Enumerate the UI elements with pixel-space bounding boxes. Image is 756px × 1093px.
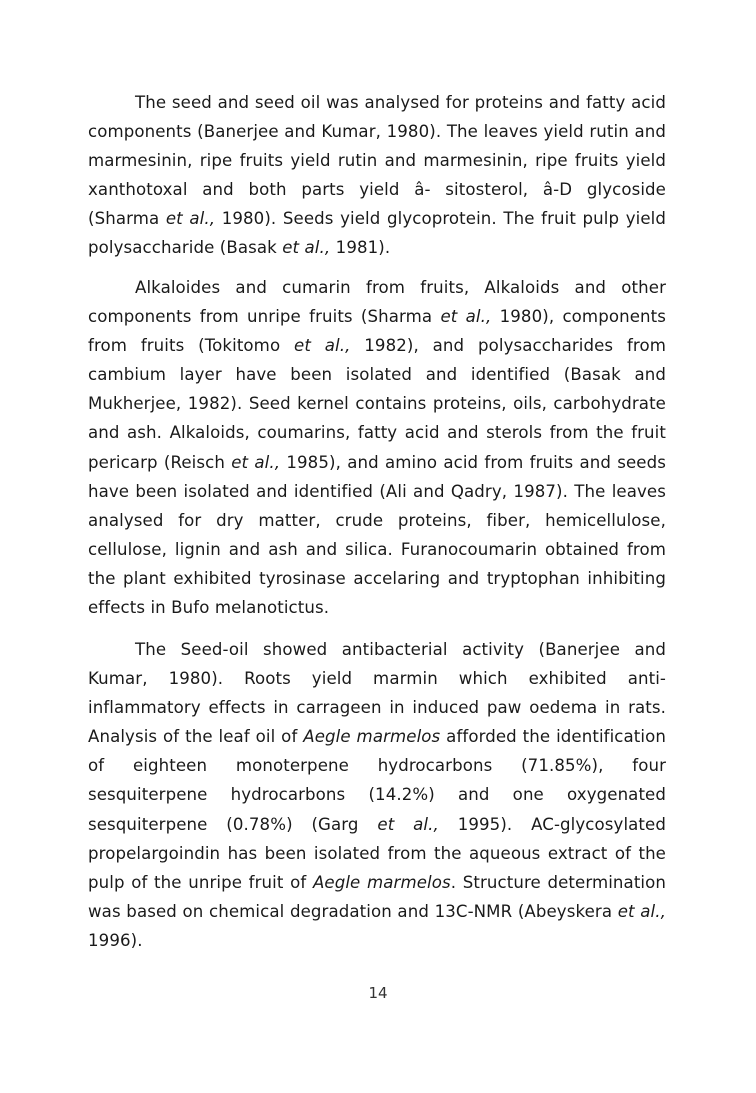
paragraph-seed-oil-analysis — [88, 88, 666, 263]
paragraph-alkaloids — [88, 273, 666, 622]
text-segment: 1982), and polysaccharides from cambium layer have been isolated and identified (Basak and Mukherjee, 1982). Seed kernel contains proteins, oils, carbohydrate and ash. Alkaloids, coumarins, fatty acid and sterols from the fruit pericarp (Reisch — [88, 336, 666, 472]
text-segment: 1980), components from fruits (Tokitomo — [88, 307, 666, 356]
page-number: 14 — [368, 984, 388, 1002]
paragraph-antibacterial-activity — [88, 635, 666, 955]
text-segment: 1981). — [330, 238, 391, 258]
text-segment: afforded the identification of eighteen monoterpene hydrocarbons (71.85%), four sesquiterpene hydrocarbons (14.2%) and one oxygenated sesquiterpene (0.78%) (Garg — [88, 727, 666, 834]
citation-et-al: et al., — [231, 452, 281, 472]
citation-et-al: et al., — [165, 209, 216, 229]
text-segment: . Structure determination was based on chemical degradation and 13C-NMR (Abeyskera — [88, 872, 667, 921]
citation-et-al: et al., — [377, 814, 439, 834]
citation-et-al: et al., — [617, 901, 666, 921]
text-segment: The Seed-oil showed antibacterial activity (Banerjee and Kumar, 1980). Roots yield marmin which exhibited anti-inflammatory effects in carrageen in induced paw oedema in rats. Analysis of the leaf oil of — [88, 640, 666, 747]
text-segment: The seed and seed oil was analysed for proteins and fatty acid components (Banerjee and Kumar, 1980). The leaves yield rutin and marmesinin, ripe fruits yield rutin and marmesinin, ripe fruits yield xanthotoxal and both parts yield â- sitosterol, â-D glycoside (Sharma — [88, 93, 666, 229]
citation-et-al: et al., — [294, 336, 351, 356]
text-segment: 1980). Seeds yield glycoprotein. The fruit pulp yield polysaccharide (Basak — [88, 209, 666, 258]
text-segment: Alkaloides and cumarin from fruits, Alkaloids and other components from unripe fruits (Sharma — [88, 278, 666, 327]
citation-et-al: et al., — [282, 238, 331, 258]
text-segment: 1985), and amino acid from fruits and seeds have been isolated and identified (Ali and Qadry, 1987). The leaves analysed for dry matter, crude proteins, fiber, hemicellulose, cellulose, lignin and ash and silica. Furanocoumarin obtained from the plant exhibited tyrosinase accelaring and tryptophan inhibiting effects in Bufo melanotictus. — [88, 452, 666, 618]
citation-et-al: et al., — [440, 307, 492, 327]
text-segment: 1996). — [88, 930, 143, 950]
text-segment: 1995). AC-glycosylated propelargoindin has been isolated from the aqueous extract of the pulp of the unripe fruit of — [88, 814, 666, 892]
species-name: Aegle marmelos — [312, 872, 451, 892]
species-name: Aegle marmelos — [303, 727, 441, 747]
